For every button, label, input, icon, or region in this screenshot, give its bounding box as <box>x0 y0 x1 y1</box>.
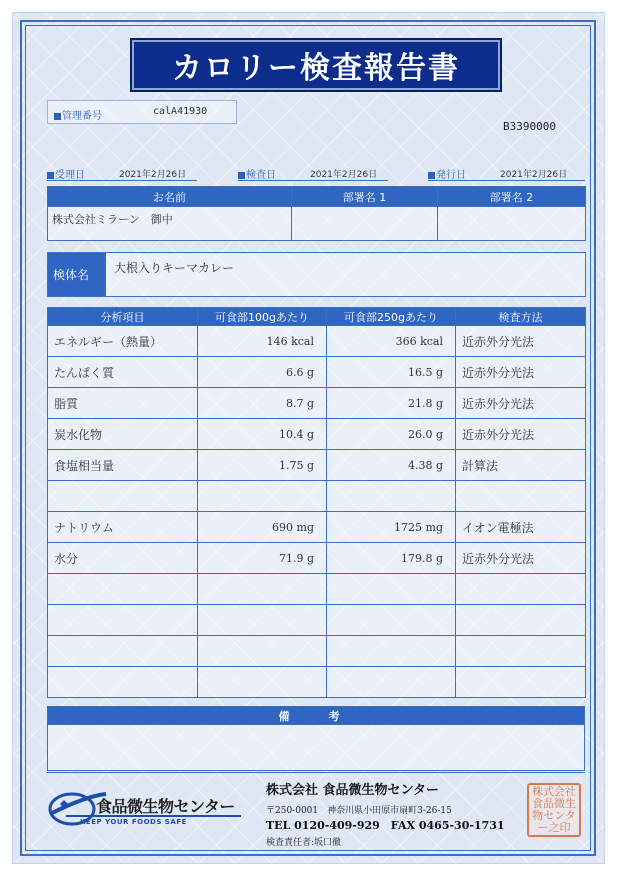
issue-date-value: 2021年2月26日 <box>500 170 568 180</box>
analysis-item: ナトリウム <box>48 512 198 543</box>
table-row <box>48 543 586 574</box>
per100-value <box>198 636 327 667</box>
table-row <box>48 419 586 450</box>
per250-value: 21.8 g <box>327 388 456 419</box>
receipt-date-row <box>47 166 197 181</box>
issue-date-row <box>428 166 585 181</box>
analysis-item <box>48 574 198 605</box>
per100-value: 690 mg <box>198 512 327 543</box>
footer-divider <box>47 772 585 773</box>
dept2-value <box>438 207 586 241</box>
recipient-table <box>47 186 586 241</box>
specimen-name: 大根入りキーマカレー <box>106 253 586 297</box>
logo-tagline: KEEP YOUR FOODS SAFE <box>80 818 187 826</box>
per250-value: 179.8 g <box>327 543 456 574</box>
analysis-item <box>48 481 198 512</box>
seal-text: 株式会社食品微生物センター之印 <box>532 785 576 834</box>
per250-header: 可食部250gあたり <box>327 308 456 326</box>
per100-value: 1.75 g <box>198 450 327 481</box>
per100-value: 71.9 g <box>198 543 327 574</box>
table-row <box>48 667 586 698</box>
method-value: 近赤外分光法 <box>456 543 586 574</box>
company-address: 〒250-0001 神奈川県小田原市扇町3-26-15 <box>266 806 452 816</box>
document-code: B3390000 <box>503 120 556 133</box>
remarks-table <box>47 706 585 771</box>
method-value <box>456 667 586 698</box>
management-number-box <box>47 100 237 124</box>
per250-value: 26.0 g <box>327 419 456 450</box>
analysis-item: 脂質 <box>48 388 198 419</box>
method-header: 検査方法 <box>456 308 586 326</box>
per100-value <box>198 481 327 512</box>
responsible-person: 検査責任者:坂口徹 <box>266 838 342 848</box>
per100-value: 10.4 g <box>198 419 327 450</box>
company-name: 株式会社 食品微生物センター <box>266 783 440 798</box>
management-value: calA41930 <box>153 106 208 117</box>
remarks-header: 備 考 <box>48 707 585 725</box>
per250-value <box>327 605 456 636</box>
analysis-body <box>48 326 586 698</box>
table-row <box>48 481 586 512</box>
per250-value <box>327 574 456 605</box>
method-value <box>456 605 586 636</box>
company-seal-stamp <box>527 783 581 837</box>
dept2-header: 部署名 2 <box>438 187 586 207</box>
analysis-item <box>48 605 198 636</box>
inspection-date-value: 2021年2月26日 <box>310 170 378 180</box>
per100-header: 可食部100gあたり <box>198 308 327 326</box>
table-row <box>48 450 586 481</box>
company-phone: TEL 0120-409-929 FAX 0465-30-1731 <box>266 819 505 832</box>
analysis-item: エネルギー（熱量） <box>48 326 198 357</box>
table-row <box>48 326 586 357</box>
analysis-item <box>48 667 198 698</box>
dept1-value <box>292 207 438 241</box>
per250-value <box>327 667 456 698</box>
per250-value <box>327 481 456 512</box>
per100-value <box>198 574 327 605</box>
per100-value: 146 kcal <box>198 326 327 357</box>
specimen-label: 検体名 <box>48 253 106 297</box>
square-bullet-icon <box>54 113 61 120</box>
specimen-table <box>47 252 586 297</box>
method-value: 計算法 <box>456 450 586 481</box>
method-value: 近赤外分光法 <box>456 419 586 450</box>
per100-value: 8.7 g <box>198 388 327 419</box>
analysis-item <box>48 636 198 667</box>
per250-value: 366 kcal <box>327 326 456 357</box>
management-label: 管理番号 <box>62 111 102 122</box>
square-bullet-icon <box>238 172 245 179</box>
report-title: カロリー検査報告書 <box>172 51 460 86</box>
receipt-date-label: 受理日 <box>55 170 85 181</box>
method-value: 近赤外分光法 <box>456 388 586 419</box>
method-value: 近赤外分光法 <box>456 357 586 388</box>
square-bullet-icon <box>47 172 54 179</box>
table-row <box>48 512 586 543</box>
method-value: イオン電極法 <box>456 512 586 543</box>
per250-value <box>327 636 456 667</box>
table-row <box>48 574 586 605</box>
per100-value <box>198 605 327 636</box>
per250-value: 4.38 g <box>327 450 456 481</box>
method-value <box>456 481 586 512</box>
analysis-item: 炭水化物 <box>48 419 198 450</box>
method-value: 近赤外分光法 <box>456 326 586 357</box>
analysis-item: 水分 <box>48 543 198 574</box>
inspection-date-label: 検査日 <box>246 170 276 181</box>
analysis-table <box>47 307 586 698</box>
per100-value <box>198 667 327 698</box>
method-value <box>456 636 586 667</box>
title-banner <box>130 38 502 92</box>
analysis-item: 食塩相当量 <box>48 450 198 481</box>
recipient-name-header: お名前 <box>48 187 292 207</box>
remarks-value <box>48 725 585 771</box>
square-bullet-icon <box>428 172 435 179</box>
logo-text: 食品微生物センター <box>96 797 235 816</box>
per250-value: 1725 mg <box>327 512 456 543</box>
table-row <box>48 636 586 667</box>
analysis-item: たんぱく質 <box>48 357 198 388</box>
table-row <box>48 605 586 636</box>
inspection-date-row <box>238 166 388 181</box>
dept1-header: 部署名 1 <box>292 187 438 207</box>
receipt-date-value: 2021年2月26日 <box>119 170 187 180</box>
per250-value: 16.5 g <box>327 357 456 388</box>
table-row <box>48 388 586 419</box>
per100-value: 6.6 g <box>198 357 327 388</box>
method-value <box>456 574 586 605</box>
table-row <box>48 357 586 388</box>
recipient-name: 株式会社ミラーン 御中 <box>48 207 292 241</box>
issue-date-label: 発行日 <box>436 170 466 181</box>
analysis-item-header: 分析項目 <box>48 308 198 326</box>
